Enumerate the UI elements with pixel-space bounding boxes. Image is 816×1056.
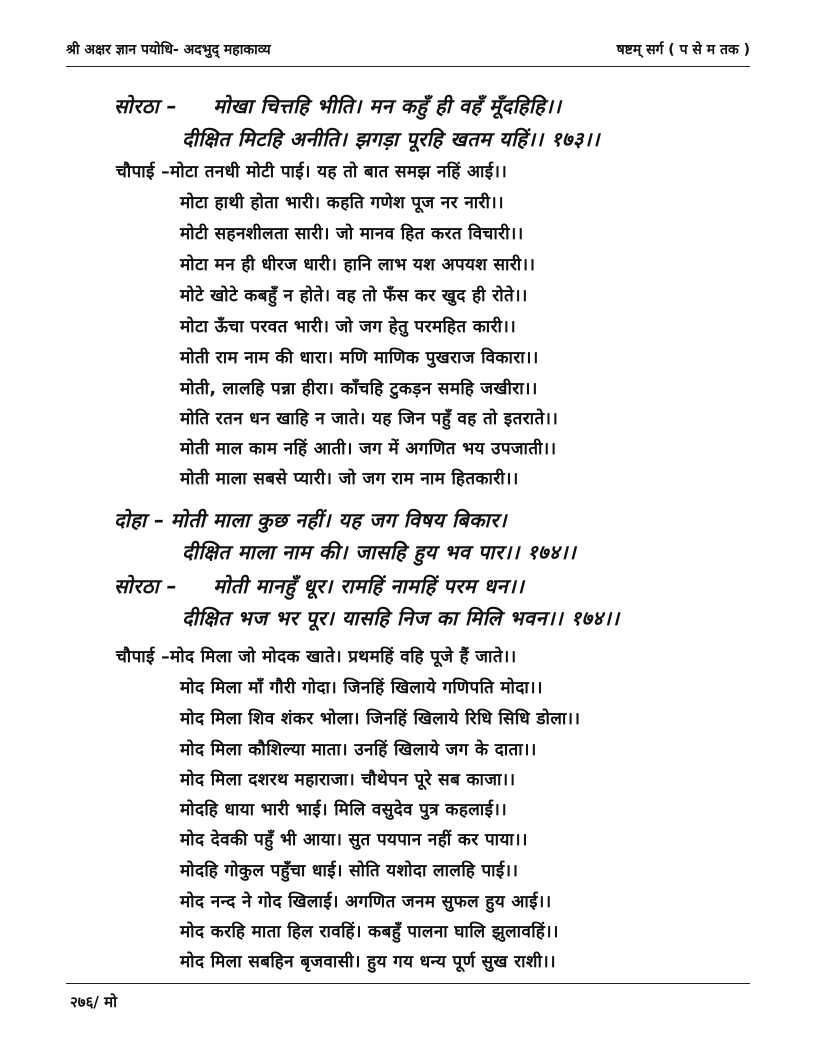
chaupai-line: मोटा हाथी होता भारी। कहति गणेश पूज नर नारी।। [180,193,504,213]
verse-text: मोती माला कुछ नहीं। यह जग विषय बिकार। [170,508,507,532]
verse-text: मोद मिला जो मोदक खाते। प्रथमहिं वहि पूजे हैं जाते।। [170,647,517,667]
chaupai-line: मोद मिला दशरथ महाराजा। चौथेपन पूरे सब काजा।। [180,770,516,790]
chaupai-line: मोटा ऊँचा परवत भारी। जो जग हेतु परमहित कारी।। [180,317,517,337]
verse-label: दोहा – [114,508,165,532]
soratha-line [114,92,561,119]
chaupai-line: मोटी सहनशीलता सारी। जो मानव हित करत विचारी।। [180,224,524,244]
chaupai-line [116,644,517,667]
header-divider [66,66,750,67]
soratha-line: दीक्षित भज भर पूर। यासहि निज का मिलि भवन।। १७४।। [182,606,620,630]
footer-divider [66,983,750,984]
chaupai-line: मोद मिला शिव शंकर भोला। जिनहिं खिलाये रिधि सिधि डोला।। [180,709,581,729]
doha-line: दीक्षित माला नाम की। जासहि हुय भव पार।। १७४।। [182,540,577,564]
chaupai-line: मोदहि गोकुल पहुँचा धाई। सोति यशोदा लालहि पाई।। [180,861,519,881]
verse-label: सोरठा – [114,94,178,118]
chaupai-line: मोद मिला माँ गौरी गोदा। जिनहिं खिलाये गणिपति मोदा।। [180,678,543,698]
verse-label: सोरठा – [114,574,178,598]
chaupai-line: मोद नन्द ने गोद खिलाई। अगणित जनम सुफल हुय आई।। [180,892,552,912]
chaupai-line [116,159,507,182]
verse-text: मोटा तनधी मोटी पाई। यह तो बात समझ नहिं आई।। [170,162,508,182]
soratha-line [114,572,524,599]
book-title: श्री अक्षर ज्ञान पयोधि- अदभुद् महाकाव्य [66,42,271,58]
verse-label: चौपाई – [116,162,171,182]
chaupai-line: मोटे खोटे कबहुँ न होते। वह तो फँस कर खुद ही रोते।। [180,286,528,306]
verse-text: मोखा चित्तहि भीति। मन कहुँ ही वहँ मूँदहिहि।। [213,94,562,118]
chaupai-line: मोदहि धाया भारी भाई। मिलि वसुदेव पुत्र कहलाई।। [180,800,508,820]
soratha-line: दीक्षित मिटहि अनीति। झगड़ा पूरहि खतम यहिं।। १७३।। [182,127,600,151]
chaupai-line: मोटा मन ही धीरज धारी। हानि लाभ यश अपयश सारी।। [180,255,536,275]
verse-text: मोती मानहुँ धूर। रामहिं नामहिं परम धन।। [213,574,525,598]
chapter-title: षष्टम् सर्ग ( प से म तक ) [616,42,750,58]
doha-line [114,506,507,533]
page-number: २७६/ मो [70,993,117,1011]
chaupai-line: मोद देवकी पहुँ भी आया। सुत पयपान नहीं कर पाया।। [180,830,528,850]
chaupai-line: मोती राम नाम की धारा। मणि माणिक पुखराज विकारा।। [180,348,539,368]
chaupai-line: मोति रतन धन खाहि न जाते। यह जिन पहुँ वह तो इतराते।। [180,409,559,429]
chaupai-line: मोद मिला सबहिन बृजवासी। हुय गय धन्य पूर्ण सुख राशी।। [180,952,556,972]
verse-label: चौपाई – [116,647,171,667]
chaupai-line: मोती, लालहि पन्ना हीरा। काँचहि टुकड़न समहि जखीरा।। [180,379,538,399]
chaupai-line: मोद करहि माता हिल रावहिं। कबहुँ पालना घालि झुलावहिं।। [180,922,559,942]
chaupai-line: मोद मिला कौशिल्या माता। उनहिं खिलाये जग के दाता।। [180,740,537,760]
chaupai-line: मोती माल काम नहिं आती। जग में अगणित भय उपजाती।। [180,439,557,459]
chaupai-line: मोती माला सबसे प्यारी। जो जग राम नाम हितकारी।। [180,469,519,489]
page-header [66,40,750,64]
